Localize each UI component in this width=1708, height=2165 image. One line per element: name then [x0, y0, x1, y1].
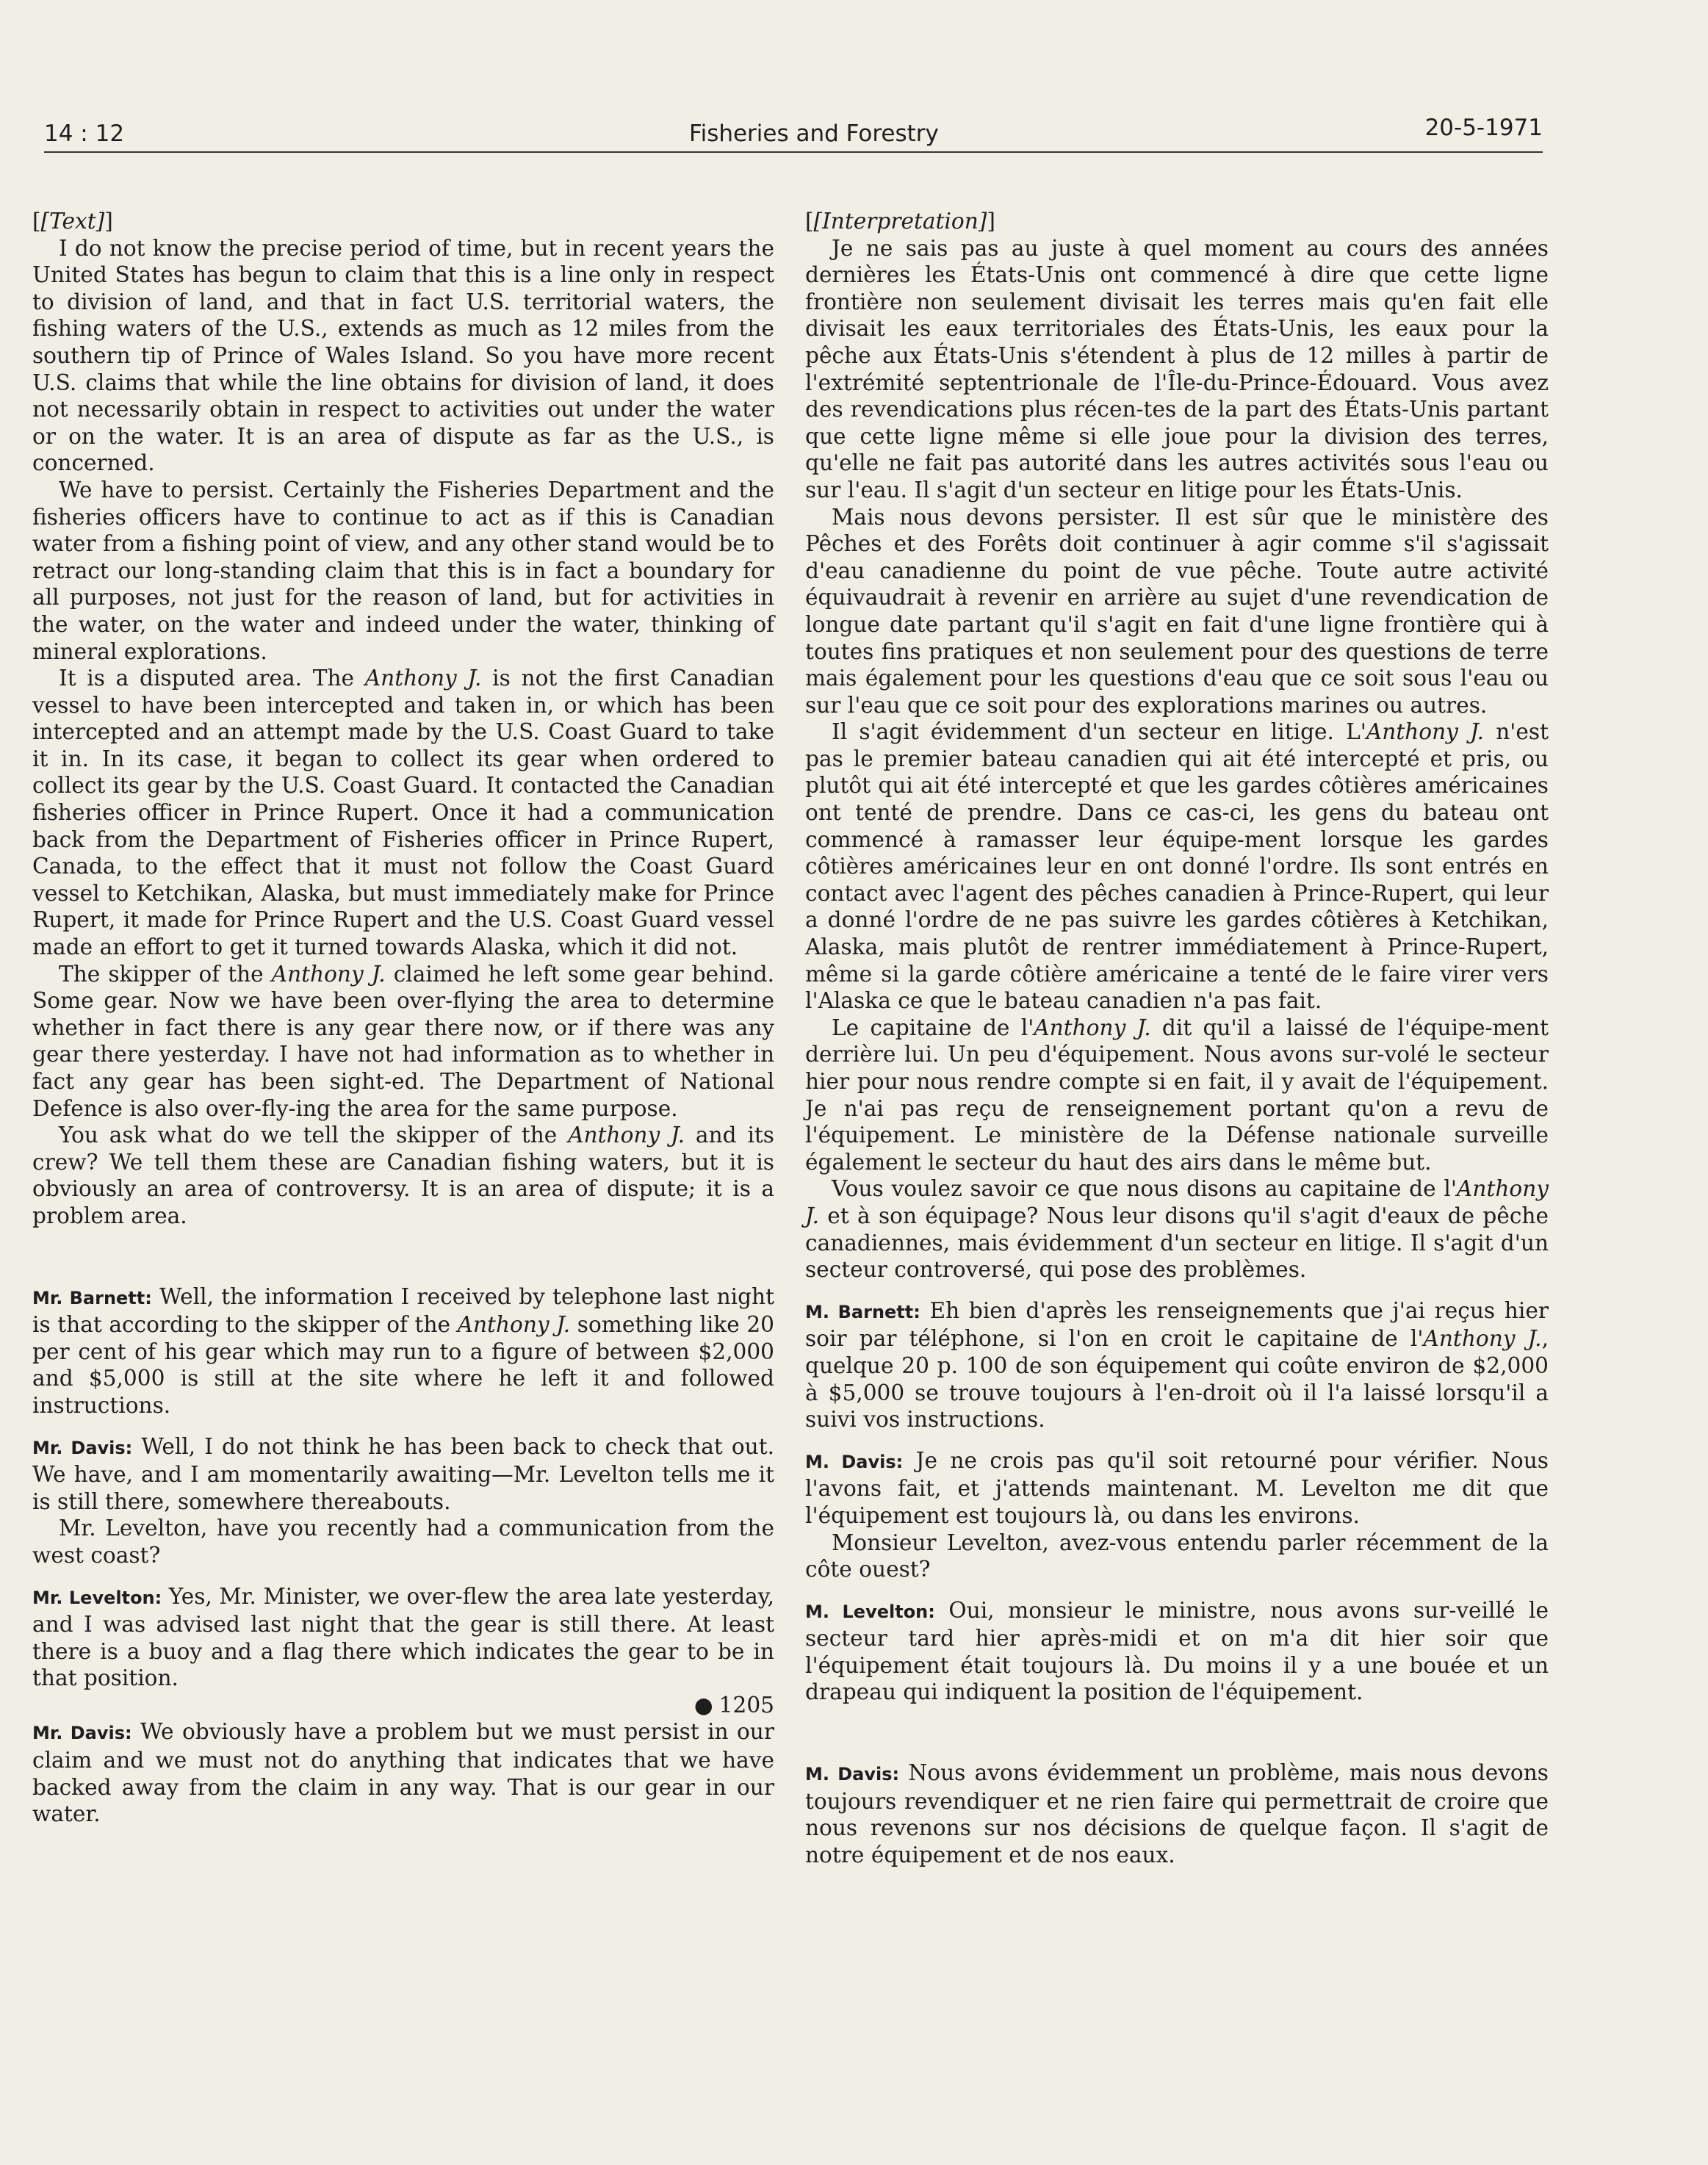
english-column	[32, 208, 774, 1828]
section-label: [[Text]]	[32, 209, 113, 234]
speaker-paragraph: M. Davis: Je ne crois pas qu'il soit retourné pour vérifier. Nous l'avons fait, et j'attends maintenant. M. Levelton me dit que l'équipement est toujours là, ou dans les environs.	[805, 1447, 1549, 1528]
vessel-name: Anthony J.	[568, 1123, 685, 1148]
vessel-name: Anthony J.	[1034, 1015, 1151, 1040]
bullet-icon: ●	[693, 1692, 713, 1718]
speaker-paragraph: M. Barnett: Eh bien d'après les renseignements que j'ai reçus hier soir par téléphone, si l'on en croit le capitaine de l'Anthony J., quelque 20 p. 100 de son équipement qui coûte environ de $2,000 à $5,000 se trouve toujours à l'en-droit où il l'a laissé lorsqu'il a suivi vos instructions.	[805, 1297, 1549, 1433]
speaker-name: M. Barnett:	[805, 1301, 920, 1322]
speaker-name: M. Levelton:	[805, 1601, 935, 1622]
speaker-paragraph: Mr. Davis: We obviously have a problem but we must persist in our claim and we must not do anything that indicates that we have backed away from the claim in any way. That is our gear in our water.	[32, 1719, 775, 1827]
paragraph: Mais nous devons persister. Il est sûr que le ministère des Pêches et des Forêts doit continuer à agir comme s'il s'agissait d'eau canadienne du point de vue pêche. Toute autre activité équivaudrait à revenir en arrière au sujet d'une revendication de longue date partant qu'il s'agit en fait d'une ligne frontière qui à toutes fins pratiques et non seulement pour des questions de terre mais également pour les questions d'eau que ce soit sous l'eau ou sur l'eau que ce soit pour des explorations marines ou autres.	[805, 504, 1549, 718]
vessel-name: Anthony J.	[805, 1176, 1549, 1228]
paragraph: Mr. Levelton, have you recently had a communication from the west coast?	[32, 1516, 774, 1568]
vessel-name: Anthony J.	[271, 961, 386, 987]
speaker-name: M. Davis:	[805, 1764, 900, 1785]
header-date: 20-5-1971	[1424, 115, 1543, 141]
speaker-name: Mr. Levelton:	[32, 1587, 162, 1608]
paragraph: Monsieur Levelton, avez-vous entendu parler récemment de la côte ouest?	[805, 1530, 1549, 1582]
vessel-name: Anthony J.	[1366, 719, 1485, 745]
speaker-paragraph: Mr. Levelton: Yes, Mr. Minister, we over-flew the area late yesterday, and I was advised last night that the gear is still there. At least there is a buoy and a flag there which indicates the gear to be in that position.	[32, 1583, 775, 1691]
speaker-paragraph: M. Davis: Nous avons évidemment un problème, mais nous devons toujours revendiquer et ne rien faire qui permettrait de croire que nous revenons sur nos décisions de quelque façon. Il s'agit de notre équipement et de nos eaux.	[805, 1760, 1549, 1867]
speaker-paragraph: Mr. Barnett: Well, the information I received by telephone last night is that according to the skipper of the Anthony J. something like 20 per cent of his gear which may run to a figure of between $2,000 and $5,000 is still at the site where he left it and followed instructions.	[32, 1283, 775, 1418]
vessel-name: Anthony J.	[457, 1312, 571, 1338]
speaker-name: Mr. Davis:	[32, 1723, 132, 1744]
time-marker: ● 1205	[693, 1692, 774, 1718]
paragraph: The skipper of the Anthony J. claimed he left some gear behind. Some gear. Now we have been over-flying the area to determine whether in fact there is any gear there now, or if there was any gear there yesterday. I have not had information as to whether in fact any gear has been sight-ed. The Department of National Defence is also over-fly-ing the area for the same purpose.	[32, 961, 775, 1121]
speaker-paragraph: Mr. Davis: Well, I do not think he has been back to check that out. We have, and I am momentarily awaiting—Mr. Levelton tells me it is still there, somewhere thereabouts.	[32, 1433, 774, 1514]
vessel-name: Anthony J.	[1423, 1326, 1542, 1352]
paragraph: Il s'agit évidemment d'un secteur en litige. L'Anthony J. n'est pas le premier bateau canadien qui ait été intercepté et pris, ou plutôt qui ait été intercepté et que les gardes côtières américaines ont tenté de prendre. Dans ce cas-ci, les gens du bateau ont commencé à ramasser leur équipe-ment lorsque les gardes côtières américaines leur en ont donné l'ordre. Ils sont entrés en contact avec l'agent des pêches canadien à Prince-Rupert, qui leur a donné l'ordre de ne pas suivre les gardes côtières à Ketchikan, Alaska, mais plutôt de rentrer immédiatement à Prince-Rupert, même si la garde côtière américaine a tenté de le faire virer vers l'Alaska ce que le bateau canadien n'a pas fait.	[805, 719, 1549, 1014]
page-header	[44, 110, 1543, 153]
section-label: [[Interpretation]]	[805, 209, 995, 234]
paragraph: I do not know the precise period of time, but in recent years the United States has begun to claim that this is a line only in respect to division of land, and that in fact U.S. territorial waters, the fishing waters of the U.S., extends as much as 12 miles from the southern tip of Prince of Wales Island. So you have more recent U.S. claims that while the line obtains for division of land, it does not necessarily obtain in respect to activities out under the water or on the water. It is an area of dispute as far as the U.S., is concerned.	[32, 235, 774, 476]
speaker-paragraph: M. Levelton: Oui, monsieur le ministre, nous avons sur-veillé le secteur tard hier après-midi et on m'a dit hier soir que l'équipement était toujours là. Du moins il y a une bouée et un drapeau qui indiquent la position de l'équipement.	[805, 1597, 1549, 1705]
paragraph: Je ne sais pas au juste à quel moment au cours des années dernières les États-Unis ont commencé à dire que cette ligne frontière non seulement divisait les terres mais qu'en fait elle divisait les eaux territoriales des États-Unis, les eaux pour la pêche aux États-Unis s'étendent à plus de 12 milles à partir de l'extrémité septentrionale de l'Île-du-Prince-Édouard. Vous avez des revendications plus récen-tes de la part des États-Unis partant que cette ligne même si elle joue pour la division des terres, qu'elle ne fait pas autorité dans les autres activités sous l'eau ou sur l'eau. Il s'agit d'un secteur en litige pour les États-Unis.	[805, 235, 1549, 502]
running-title: Fisheries and Forestry	[689, 120, 939, 147]
speaker-name: Mr. Davis:	[32, 1437, 133, 1458]
paragraph: You ask what do we tell the skipper of the Anthony J. and its crew? We tell them these are Canadian fishing waters, but it is obviously an area of controversy. It is an area of dispute; it is a problem area.	[32, 1123, 774, 1228]
paragraph: We have to persist. Certainly the Fisheries Department and the fisheries officers have to continue to act as if this is Canadian water from a fishing point of view, and any other stand would be to retract our long-standing claim that this is in fact a boundary for all purposes, not just for the reason of land, but for activities in the water, on the water and indeed under the water, thinking of mineral explorations.	[32, 477, 774, 664]
speaker-name: Mr. Barnett:	[32, 1287, 152, 1308]
french-column	[805, 208, 1549, 1868]
vessel-name: Anthony J.	[364, 666, 482, 691]
paragraph: Le capitaine de l'Anthony J. dit qu'il a laissé de l'équipe-ment derrière lui. Un peu d'équipement. Nous avons sur-volé le secteur hier pour nous rendre compte si en fait, il y avait de l'équipement. Je n'ai pas reçu de renseignement portant qu'on a revu de l'équipement. Le ministère de la Défense nationale surveille également le secteur du haut des airs dans le même but.	[805, 1015, 1549, 1175]
paragraph: It is a disputed area. The Anthony J. is not the first Canadian vessel to have been intercepted and taken in, or which has been intercepted and an attempt made by the U.S. Coast Guard to take it in. In its case, it began to collect its gear when ordered to collect its gear by the U.S. Coast Guard. It contacted the Canadian fisheries officer in Prince Rupert. Once it had a communication back from the Department of Fisheries officer in Prince Rupert, Canada, to the effect that it must not follow the Coast Guard vessel to Ketchikan, Alaska, but must immediately make for Prince Rupert, it made for Prince Rupert and the U.S. Coast Guard vessel made an effort to get it turned towards Alaska, which it did not.	[32, 666, 774, 960]
page-number: 14 : 12	[44, 120, 125, 147]
speaker-name: M. Davis:	[805, 1451, 904, 1472]
paragraph: Vous voulez savoir ce que nous disons au capitaine de l'Anthony J. et à son équipage? Nous leur disons qu'il s'agit d'eaux de pêche canadiennes, mais évidemment d'un secteur en litige. Il s'agit d'un secteur controversé, qui pose des problèmes.	[805, 1176, 1549, 1283]
